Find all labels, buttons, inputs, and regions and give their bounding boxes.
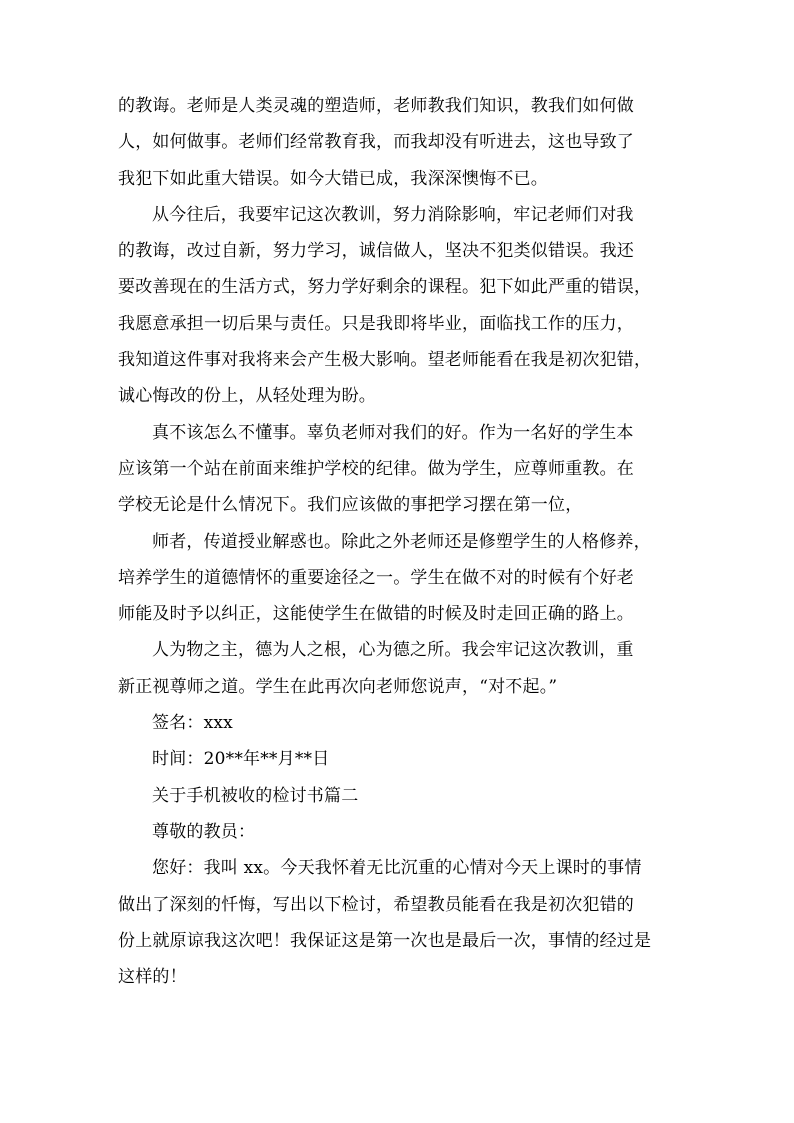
text-line: 师能及时予以纠正，这能使学生在做错的时候及时走回正确的路上。 <box>118 604 634 625</box>
text-line: 的教诲，改过自新，努力学习，诚信做人，坚决不犯类似错误。我还 <box>118 241 634 262</box>
salutation <box>118 814 678 850</box>
text-line: 做出了深刻的忏悔，写出以下检讨，希望教员能看在我是初次犯错的 <box>118 894 634 915</box>
text-line: 培养学生的道德情怀的重要途径之一。学生在做不对的时候有个好老 <box>118 567 634 588</box>
text-line: 诚心悔改的份上，从轻处理为盼。 <box>118 386 376 407</box>
text-line: 我愿意承担一切后果与责任。只是我即将毕业，面临找工作的压力， <box>118 313 634 334</box>
text-line: 从今往后，我要牢记这次教训，努力消除影响，牢记老师们对我 <box>152 204 634 225</box>
text-line: 我知道这件事对我将来会产生极大影响。望老师能看在我是初次犯错， <box>118 350 652 371</box>
text-line: 关于手机被收的检讨书篇二 <box>152 785 359 806</box>
date-line <box>118 741 678 777</box>
text-line: 时间：20**年**月**日 <box>152 749 330 770</box>
text-line: 真不该怎么不懂事。辜负老师对我们的好。作为一名好的学生本 <box>152 422 634 443</box>
text-line: 的教诲。老师是人类灵魂的塑造师，老师教我们知识，教我们如何做 <box>118 96 634 116</box>
text-line: 师者，传道授业解惑也。除此之外老师还是修塑学生的人格修养， <box>152 531 651 552</box>
text-line: 要改善现在的生活方式，努力学好剩余的课程。犯下如此严重的错误， <box>118 277 652 298</box>
paragraph-1 <box>118 88 678 197</box>
section-title <box>118 778 678 814</box>
text-line: 新正视尊师之道。学生在此再次向老师您说声，“对不起。” <box>118 676 558 697</box>
text-line: 人为物之主，德为人之根，心为德之所。我会牢记这次教训，重 <box>152 640 634 661</box>
paragraph-5 <box>118 632 678 705</box>
text-line: 尊敬的教员： <box>152 821 256 842</box>
text-line: 签名：xxx <box>152 713 233 734</box>
paragraph-3 <box>118 415 678 524</box>
text-line: 人，如何做事。老师们经常教育我，而我却没有听进去，这也导致了 <box>118 132 634 153</box>
text-line: 您好：我叫 xx。今天我怀着无比沉重的心情对今天上课时的事情 <box>152 858 642 879</box>
paragraph-2 <box>118 197 678 415</box>
text-line: 学校无论是什么情况下。我们应该做的事把学习摆在第一位， <box>118 495 583 516</box>
text-line: 这样的！ <box>118 967 187 988</box>
text-line: 份上就原谅我这次吧！我保证这是第一次也是最后一次，事情的经过是 <box>118 930 652 951</box>
text-line: 应该第一个站在前面来维护学校的纪律。做为学生，应尊师重教。在 <box>118 458 634 479</box>
paragraph-6 <box>118 850 678 995</box>
signature-line <box>118 705 678 741</box>
text-line: 我犯下如此重大错误。如今大错已成，我深深懊悔不已。 <box>118 168 548 189</box>
paragraph-4 <box>118 524 678 633</box>
document-body <box>118 88 678 995</box>
